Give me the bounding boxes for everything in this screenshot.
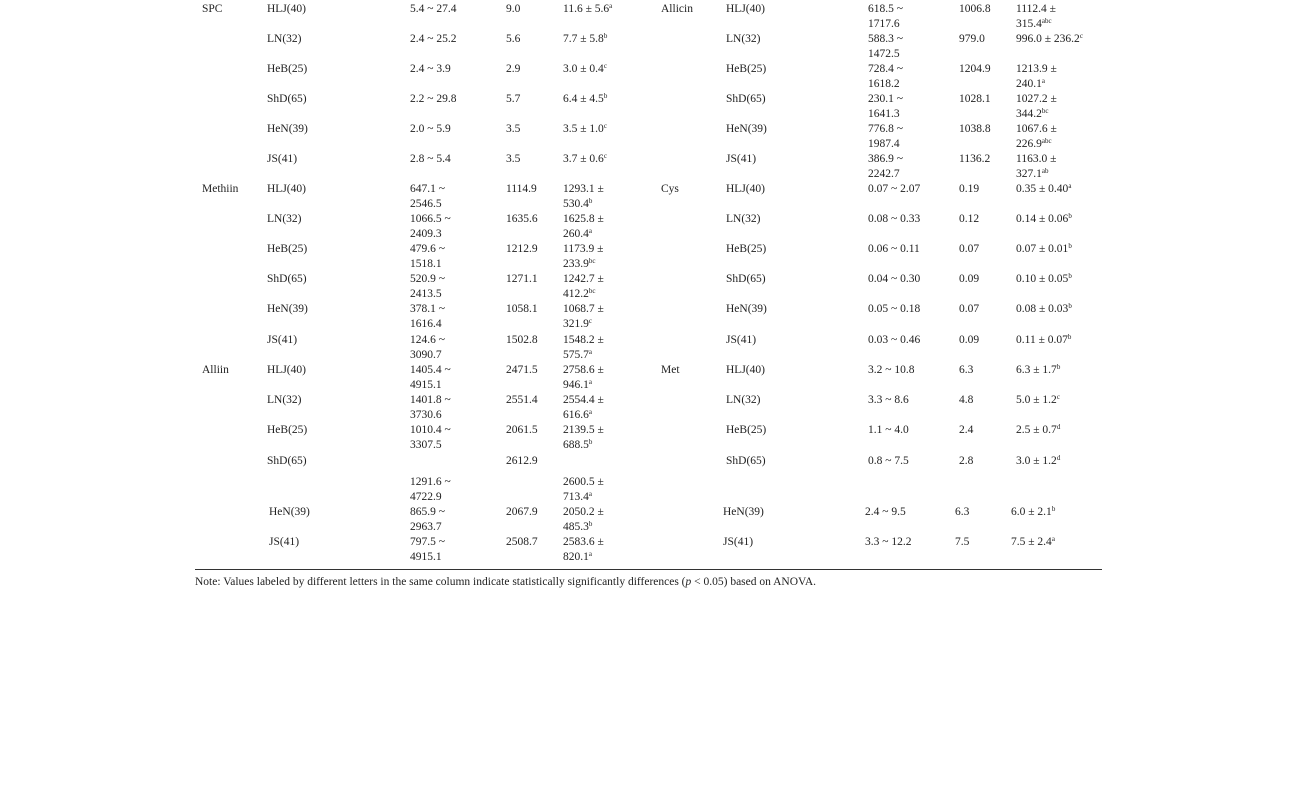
range-value-line: 3.2 ~ 10.8 bbox=[868, 364, 915, 376]
range-value bbox=[410, 363, 451, 393]
range-value-line: 2409.3 bbox=[410, 228, 442, 240]
mean-sd-value-line: 240.1$^a$ bbox=[1016, 77, 1045, 90]
significance-letter: a bbox=[1041, 77, 1045, 85]
region-label: ShD(65) bbox=[267, 455, 307, 467]
range-value bbox=[868, 393, 909, 408]
mean-sd-value bbox=[1016, 454, 1060, 469]
region-label: LN(32) bbox=[267, 33, 302, 45]
median-value: 7.5 bbox=[955, 536, 970, 548]
range-value-line: 3307.5 bbox=[410, 439, 442, 451]
mean-sd-value-line: 616.6$^a$ bbox=[563, 408, 592, 421]
range-value-line: 2.2 ~ 29.8 bbox=[410, 93, 457, 105]
mean-sd-value bbox=[1016, 92, 1057, 122]
range-value bbox=[868, 122, 903, 152]
mean-sd-value-line: 327.1$^{ab}$ bbox=[1016, 167, 1049, 180]
range-value-line: 1616.4 bbox=[410, 318, 442, 330]
range-value bbox=[410, 423, 451, 453]
range-value-line: 3.3 ~ 8.6 bbox=[868, 394, 909, 406]
significance-letter: c bbox=[1056, 393, 1060, 401]
region-label: ShD(65) bbox=[267, 273, 307, 285]
mean-sd-value-line: 2139.5 ± bbox=[563, 424, 604, 436]
mean-sd-value-line: 2050.2 ± bbox=[563, 506, 604, 518]
region-label: HLJ(40) bbox=[726, 3, 765, 15]
compound-label-right: Cys bbox=[661, 183, 679, 195]
mean-sd-value-line: 3.7 ± 0.6$^c$ bbox=[563, 152, 607, 165]
region-label: ShD(65) bbox=[267, 93, 307, 105]
mean-sd-value bbox=[563, 423, 604, 453]
significance-letter: c bbox=[603, 152, 607, 160]
median-value: 0.12 bbox=[959, 213, 980, 225]
mean-sd-value-line: 530.4$^b$ bbox=[563, 197, 593, 210]
mean-sd-value-line: 2554.4 ± bbox=[563, 394, 604, 406]
mean-sd-value-line: 3.5 ± 1.0$^c$ bbox=[563, 122, 607, 135]
median-value: 9.0 bbox=[506, 3, 521, 15]
median-value: 5.7 bbox=[506, 93, 521, 105]
range-value-line: 0.06 ~ 0.11 bbox=[868, 243, 920, 255]
significance-letter: d bbox=[1056, 454, 1061, 462]
range-value-line: 2.4 ~ 25.2 bbox=[410, 33, 457, 45]
mean-sd-value-line: 575.7$^a$ bbox=[563, 348, 592, 361]
mean-sd-value-line: 6.3 ± 1.7$^b$ bbox=[1016, 363, 1061, 376]
significance-letter: bc bbox=[588, 287, 596, 295]
significance-letter: b bbox=[1051, 505, 1056, 513]
mean-sd-value-line: 996.0 ± 236.2$^c$ bbox=[1016, 32, 1083, 45]
significance-letter: b bbox=[1068, 272, 1072, 280]
significance-letter: b bbox=[588, 520, 593, 528]
significance-letter: b bbox=[603, 32, 608, 40]
median-value: 0.09 bbox=[959, 273, 980, 285]
significance-letter: a bbox=[1051, 535, 1055, 543]
range-value-line: 1010.4 ~ bbox=[410, 424, 451, 436]
range-value-line: 0.04 ~ 0.30 bbox=[868, 273, 921, 285]
median-value: 1038.8 bbox=[959, 123, 991, 135]
median-value: 2508.7 bbox=[506, 536, 538, 548]
region-label: JS(41) bbox=[723, 536, 754, 548]
region-label: LN(32) bbox=[726, 213, 761, 225]
mean-sd-value-line: 0.35 ± 0.40$^a$ bbox=[1016, 182, 1072, 195]
range-value bbox=[868, 302, 920, 317]
range-value bbox=[410, 505, 445, 535]
region-label: HeN(39) bbox=[269, 506, 310, 518]
range-value-line: 4915.1 bbox=[410, 379, 442, 391]
region-label: HLJ(40) bbox=[267, 364, 306, 376]
mean-sd-value-line: 713.4$^a$ bbox=[563, 490, 592, 503]
region-label: LN(32) bbox=[726, 394, 761, 406]
note-prefix: Note: Values labeled by different letters in the same column indicate statistically significantly differences ( bbox=[195, 576, 686, 588]
mean-sd-value bbox=[1016, 272, 1072, 287]
range-value-line: 0.8 ~ 7.5 bbox=[868, 455, 909, 467]
range-value-line: 1518.1 bbox=[410, 258, 442, 270]
median-value: 1006.8 bbox=[959, 3, 991, 15]
median-value: 979.0 bbox=[959, 33, 985, 45]
median-value: 2067.9 bbox=[506, 506, 538, 518]
mean-sd-value bbox=[1016, 393, 1060, 408]
range-value-line: 124.6 ~ bbox=[410, 334, 445, 346]
range-value bbox=[868, 423, 909, 438]
region-label: ShD(65) bbox=[726, 273, 766, 285]
range-value bbox=[410, 272, 445, 302]
region-label: JS(41) bbox=[267, 334, 298, 346]
region-label: JS(41) bbox=[269, 536, 300, 548]
mean-sd-value bbox=[563, 62, 607, 77]
significance-letter: a bbox=[588, 550, 592, 558]
mean-sd-value bbox=[1016, 242, 1072, 257]
range-value-line: 2.0 ~ 5.9 bbox=[410, 123, 451, 135]
mean-sd-value-line: 321.9$^c$ bbox=[563, 317, 592, 330]
significance-letter: a bbox=[588, 490, 592, 498]
mean-sd-value bbox=[563, 2, 612, 17]
range-value bbox=[868, 212, 920, 227]
mean-sd-value bbox=[563, 242, 603, 272]
mean-sd-value-line: 820.1$^a$ bbox=[563, 550, 592, 563]
median-value: 5.6 bbox=[506, 33, 521, 45]
range-value-line: 479.6 ~ bbox=[410, 243, 445, 255]
median-value: 2.8 bbox=[959, 455, 974, 467]
significance-letter: c bbox=[603, 122, 607, 130]
range-value-line: 0.03 ~ 0.46 bbox=[868, 334, 921, 346]
range-value bbox=[868, 32, 903, 62]
significance-letter: bc bbox=[588, 257, 596, 265]
range-value bbox=[410, 302, 445, 332]
region-label: HeN(39) bbox=[726, 303, 767, 315]
region-label: HLJ(40) bbox=[267, 3, 306, 15]
range-value-line: 588.3 ~ bbox=[868, 33, 903, 45]
significance-letter: abc bbox=[1041, 17, 1052, 25]
mean-sd-value bbox=[1016, 363, 1060, 378]
table-bottom-rule bbox=[195, 569, 1102, 570]
range-value bbox=[410, 333, 445, 363]
mean-sd-value-line: 7.5 ± 2.4$^a$ bbox=[1011, 535, 1055, 548]
median-value: 0.07 bbox=[959, 303, 980, 315]
mean-sd-value bbox=[563, 182, 604, 212]
mean-sd-value-line: 344.2$^{bc}$ bbox=[1016, 107, 1049, 120]
note-suffix: < 0.05) based on ANOVA. bbox=[691, 576, 817, 588]
region-label: LN(32) bbox=[267, 394, 302, 406]
median-value: 4.8 bbox=[959, 394, 974, 406]
mean-sd-value-line: 1242.7 ± bbox=[563, 273, 604, 285]
significance-letter: b bbox=[1068, 302, 1072, 310]
range-value-line: 1472.5 bbox=[868, 48, 900, 60]
mean-sd-value bbox=[1016, 152, 1056, 182]
range-value bbox=[868, 182, 920, 197]
significance-letter: ab bbox=[1041, 167, 1049, 175]
range-value bbox=[868, 2, 903, 32]
range-value-line: 0.07 ~ 2.07 bbox=[868, 183, 921, 195]
mean-sd-value-line: 412.2$^{bc}$ bbox=[563, 287, 596, 300]
range-value-line: 5.4 ~ 27.4 bbox=[410, 3, 457, 15]
region-label: HeN(39) bbox=[723, 506, 764, 518]
mean-sd-value-line: 260.4$^a$ bbox=[563, 227, 592, 240]
significance-letter: a bbox=[588, 408, 592, 416]
mean-sd-value bbox=[1016, 2, 1056, 32]
range-value-line: 2.4 ~ 9.5 bbox=[865, 506, 906, 518]
mean-sd-value bbox=[563, 212, 604, 242]
mean-sd-value bbox=[1016, 32, 1083, 47]
mean-sd-value-line: 11.6 ± 5.6$^a$ bbox=[563, 2, 613, 15]
median-value: 6.3 bbox=[959, 364, 974, 376]
mean-sd-value bbox=[1011, 535, 1055, 550]
region-label: HeB(25) bbox=[267, 243, 308, 255]
mean-sd-value-line: 3.0 ± 0.4$^c$ bbox=[563, 62, 607, 75]
significance-letter: abc bbox=[1041, 137, 1052, 145]
range-value-line: 1717.6 bbox=[868, 18, 900, 30]
region-label: HeN(39) bbox=[267, 123, 308, 135]
median-value: 1271.1 bbox=[506, 273, 538, 285]
mean-sd-value-line: 5.0 ± 1.2$^c$ bbox=[1016, 393, 1060, 406]
median-value: 2.9 bbox=[506, 63, 521, 75]
range-value-line: 4722.9 bbox=[410, 491, 442, 503]
mean-sd-value-line: 485.3$^b$ bbox=[563, 520, 593, 533]
region-label: HeN(39) bbox=[726, 123, 767, 135]
range-value-line: 1641.3 bbox=[868, 108, 900, 120]
compound-label-left: Alliin bbox=[202, 364, 229, 376]
range-value-line: 2963.7 bbox=[410, 521, 442, 533]
mean-sd-value bbox=[563, 475, 604, 505]
mean-sd-value bbox=[563, 32, 607, 47]
region-label: HeB(25) bbox=[726, 63, 767, 75]
mean-sd-value bbox=[1016, 182, 1071, 197]
region-label: HeB(25) bbox=[267, 63, 308, 75]
range-value bbox=[868, 152, 903, 182]
mean-sd-value-line: 7.7 ± 5.8$^b$ bbox=[563, 32, 608, 45]
mean-sd-value-line: 1112.4 ± bbox=[1016, 3, 1056, 15]
range-value bbox=[410, 152, 451, 167]
compound-label-right: Allicin bbox=[661, 3, 693, 15]
mean-sd-value bbox=[563, 393, 604, 423]
mean-sd-value bbox=[563, 535, 604, 565]
mean-sd-value-line: 2758.6 ± bbox=[563, 364, 604, 376]
significance-letter: b bbox=[1067, 333, 1072, 341]
range-value-line: 0.08 ~ 0.33 bbox=[868, 213, 921, 225]
region-label: HLJ(40) bbox=[267, 183, 306, 195]
mean-sd-value-line: 315.4$^{abc}$ bbox=[1016, 17, 1052, 30]
range-value bbox=[410, 182, 445, 212]
median-value: 1502.8 bbox=[506, 334, 538, 346]
mean-sd-value-line: 233.9$^{bc}$ bbox=[563, 257, 596, 270]
significance-letter: b bbox=[1068, 242, 1072, 250]
region-label: ShD(65) bbox=[726, 93, 766, 105]
significance-letter: b bbox=[1056, 363, 1061, 371]
range-value bbox=[868, 363, 914, 378]
significance-letter: c bbox=[1079, 32, 1083, 40]
range-value-line: 618.5 ~ bbox=[868, 3, 903, 15]
table-note bbox=[195, 575, 816, 590]
median-value: 0.19 bbox=[959, 183, 980, 195]
range-value bbox=[410, 122, 451, 137]
mean-sd-value bbox=[1016, 423, 1060, 438]
range-value-line: 647.1 ~ bbox=[410, 183, 445, 195]
range-value bbox=[410, 475, 451, 505]
range-value-line: 4915.1 bbox=[410, 551, 442, 563]
range-value-line: 1291.6 ~ bbox=[410, 476, 451, 488]
range-value-line: 3090.7 bbox=[410, 349, 442, 361]
significance-letter: a bbox=[609, 2, 613, 10]
median-value: 1028.1 bbox=[959, 93, 991, 105]
range-value-line: 2.4 ~ 3.9 bbox=[410, 63, 451, 75]
range-value-line: 728.4 ~ bbox=[868, 63, 903, 75]
range-value-line: 3.3 ~ 12.2 bbox=[865, 536, 912, 548]
mean-sd-value-line: 0.08 ± 0.03$^b$ bbox=[1016, 302, 1072, 315]
mean-sd-value-line: 3.0 ± 1.2$^d$ bbox=[1016, 454, 1061, 467]
mean-sd-value-line: 1213.9 ± bbox=[1016, 63, 1057, 75]
significance-letter: a bbox=[588, 227, 592, 235]
mean-sd-value-line: 0.11 ± 0.07$^b$ bbox=[1016, 333, 1072, 346]
region-label: HeN(39) bbox=[267, 303, 308, 315]
median-value: 2.4 bbox=[959, 424, 974, 436]
significance-letter: b bbox=[588, 197, 593, 205]
compound-label-left: Methiin bbox=[202, 183, 239, 195]
range-value-line: 1987.4 bbox=[868, 138, 900, 150]
range-value-line: 1.1 ~ 4.0 bbox=[868, 424, 909, 436]
region-label: ShD(65) bbox=[726, 455, 766, 467]
range-value bbox=[868, 272, 920, 287]
range-value bbox=[410, 242, 445, 272]
region-label: HeB(25) bbox=[267, 424, 308, 436]
median-value: 2551.4 bbox=[506, 394, 538, 406]
mean-sd-value bbox=[1016, 122, 1057, 152]
median-value: 2471.5 bbox=[506, 364, 538, 376]
range-value-line: 797.5 ~ bbox=[410, 536, 445, 548]
median-value: 3.5 bbox=[506, 123, 521, 135]
mean-sd-value bbox=[563, 122, 607, 137]
median-value: 0.09 bbox=[959, 334, 980, 346]
median-value: 3.5 bbox=[506, 153, 521, 165]
median-value: 2061.5 bbox=[506, 424, 538, 436]
range-value bbox=[865, 535, 911, 550]
mean-sd-value bbox=[563, 505, 604, 535]
mean-sd-value-line: 0.10 ± 0.05$^b$ bbox=[1016, 272, 1072, 285]
range-value-line: 776.8 ~ bbox=[868, 123, 903, 135]
mean-sd-value bbox=[563, 272, 604, 302]
range-value bbox=[410, 32, 456, 47]
mean-sd-value-line: 1027.2 ± bbox=[1016, 93, 1057, 105]
mean-sd-value-line: 1173.9 ± bbox=[563, 243, 604, 255]
mean-sd-value bbox=[1016, 212, 1072, 227]
median-value: 1212.9 bbox=[506, 243, 538, 255]
median-value: 1204.9 bbox=[959, 63, 991, 75]
range-value-line: 865.9 ~ bbox=[410, 506, 445, 518]
mean-sd-value-line: 1293.1 ± bbox=[563, 183, 604, 195]
mean-sd-value bbox=[563, 333, 604, 363]
region-label: HLJ(40) bbox=[726, 183, 765, 195]
mean-sd-value bbox=[563, 92, 607, 107]
mean-sd-value-line: 6.0 ± 2.1$^b$ bbox=[1011, 505, 1056, 518]
mean-sd-value-line: 1068.7 ± bbox=[563, 303, 604, 315]
region-label: HLJ(40) bbox=[726, 364, 765, 376]
mean-sd-value bbox=[1011, 505, 1055, 520]
range-value-line: 0.05 ~ 0.18 bbox=[868, 303, 921, 315]
median-value: 1114.9 bbox=[506, 183, 537, 195]
median-value: 2612.9 bbox=[506, 455, 538, 467]
significance-letter: a bbox=[1068, 182, 1072, 190]
mean-sd-value-line: 6.4 ± 4.5$^b$ bbox=[563, 92, 608, 105]
range-value-line: 386.9 ~ bbox=[868, 153, 903, 165]
range-value bbox=[868, 92, 903, 122]
range-value bbox=[868, 454, 909, 469]
significance-letter: a bbox=[588, 348, 592, 356]
mean-sd-value-line: 688.5$^b$ bbox=[563, 438, 593, 451]
mean-sd-value bbox=[563, 302, 604, 332]
median-value: 0.07 bbox=[959, 243, 980, 255]
mean-sd-value-line: 1067.6 ± bbox=[1016, 123, 1057, 135]
mean-sd-value-line: 0.14 ± 0.06$^b$ bbox=[1016, 212, 1072, 225]
range-value-line: 2.8 ~ 5.4 bbox=[410, 153, 451, 165]
significance-letter: c bbox=[588, 317, 592, 325]
region-label: JS(41) bbox=[726, 334, 757, 346]
range-value bbox=[865, 505, 906, 520]
range-value-line: 3730.6 bbox=[410, 409, 442, 421]
mean-sd-value bbox=[1016, 333, 1071, 348]
mean-sd-value bbox=[1016, 302, 1072, 317]
mean-sd-value bbox=[563, 363, 604, 393]
mean-sd-value-line: 1163.0 ± bbox=[1016, 153, 1057, 165]
mean-sd-value-line: 1548.2 ± bbox=[563, 334, 604, 346]
mean-sd-value-line: 2583.6 ± bbox=[563, 536, 604, 548]
region-label: LN(32) bbox=[267, 213, 302, 225]
significance-letter: bc bbox=[1041, 107, 1049, 115]
mean-sd-value-line: 2600.5 ± bbox=[563, 476, 604, 488]
significance-letter: d bbox=[1056, 423, 1061, 431]
mean-sd-value-line: 1625.8 ± bbox=[563, 213, 604, 225]
range-value-line: 230.1 ~ bbox=[868, 93, 903, 105]
region-label: LN(32) bbox=[726, 33, 761, 45]
range-value-line: 1618.2 bbox=[868, 78, 900, 90]
significance-letter: b bbox=[588, 438, 593, 446]
range-value bbox=[410, 62, 451, 77]
range-value bbox=[868, 242, 920, 257]
compound-label-left: SPC bbox=[202, 3, 223, 15]
range-value-line: 2242.7 bbox=[868, 168, 900, 180]
range-value-line: 1401.8 ~ bbox=[410, 394, 451, 406]
range-value-line: 2546.5 bbox=[410, 198, 442, 210]
range-value bbox=[410, 393, 451, 423]
note-p-symbol: p bbox=[685, 576, 692, 588]
significance-letter: b bbox=[603, 92, 608, 100]
range-value bbox=[868, 333, 920, 348]
compound-label-right: Met bbox=[661, 364, 680, 376]
median-value: 6.3 bbox=[955, 506, 970, 518]
range-value bbox=[410, 212, 451, 242]
mean-sd-value-line: 946.1$^a$ bbox=[563, 378, 592, 391]
range-value bbox=[410, 92, 456, 107]
region-label: HeB(25) bbox=[726, 243, 767, 255]
range-value-line: 378.1 ~ bbox=[410, 303, 445, 315]
range-value bbox=[410, 2, 456, 17]
range-value bbox=[868, 62, 903, 92]
region-label: JS(41) bbox=[267, 153, 298, 165]
median-value: 1136.2 bbox=[959, 153, 991, 165]
range-value-line: 520.9 ~ bbox=[410, 273, 445, 285]
significance-letter: a bbox=[588, 378, 592, 386]
significance-letter: c bbox=[603, 62, 607, 70]
mean-sd-value bbox=[1016, 62, 1057, 92]
range-value bbox=[410, 535, 445, 565]
region-label: HeB(25) bbox=[726, 424, 767, 436]
median-value: 1058.1 bbox=[506, 303, 538, 315]
range-value-line: 1405.4 ~ bbox=[410, 364, 451, 376]
mean-sd-value-line: 2.5 ± 0.7$^d$ bbox=[1016, 423, 1061, 436]
mean-sd-value-line: 226.9$^{abc}$ bbox=[1016, 137, 1052, 150]
region-label: JS(41) bbox=[726, 153, 757, 165]
mean-sd-value bbox=[563, 152, 607, 167]
range-value-line: 1066.5 ~ bbox=[410, 213, 451, 225]
mean-sd-value-line: 0.07 ± 0.01$^b$ bbox=[1016, 242, 1072, 255]
significance-letter: b bbox=[1068, 212, 1072, 220]
range-value-line: 2413.5 bbox=[410, 288, 442, 300]
median-value: 1635.6 bbox=[506, 213, 538, 225]
